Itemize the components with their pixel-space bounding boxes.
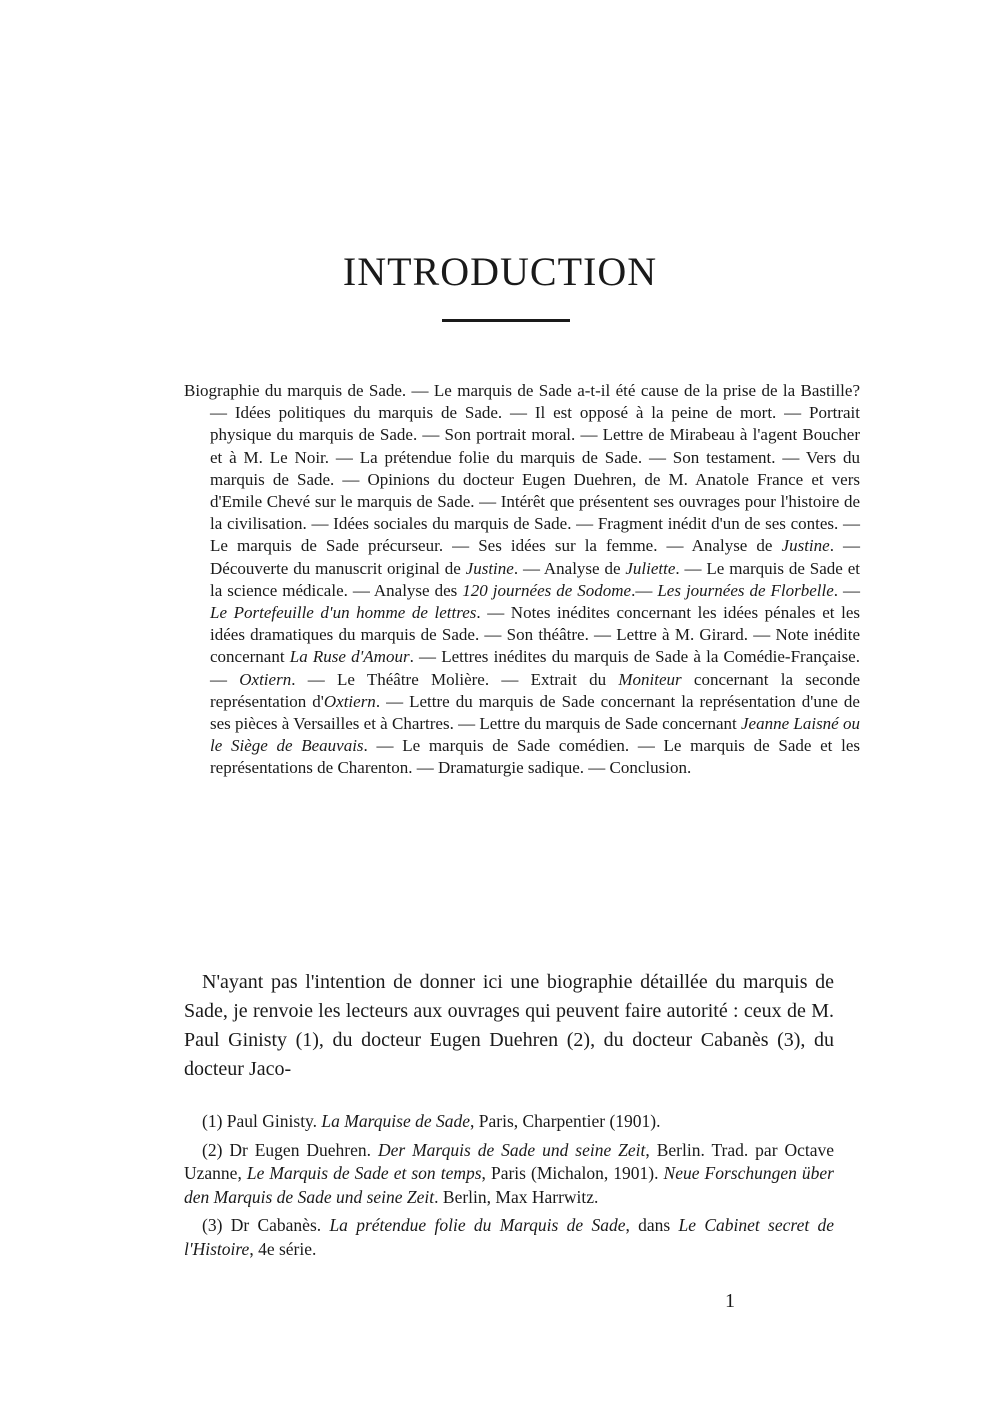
footnote-segment: , dans: [625, 1215, 679, 1235]
footnote-segment: Le Cabinet secret de l'Histoire: [184, 1215, 835, 1259]
footnote-segment: (2) Dr Eugen Duehren.: [202, 1139, 378, 1160]
summary-segment: . — Notes inédites concernant les idées pénales et les idées dramatiques du marquis de Sade. — Son théâtre. — Lettre à M. Girard. — Note inédite concernant: [210, 603, 860, 667]
summary-segment: . — Lettres inédites du marquis de Sade à la Comédie-Française. —: [210, 647, 860, 689]
summary-segment: Biographie du marquis de Sade. — Le marquis de Sade a-t-il été cause de la prise de la Bastille? — Idées politiques du marquis de Sade. — Il est opposé à la peine de mort. — Portrait physique du marquis de Sade. — Son portrait moral. — Lettre de Mirabeau à l'agent Boucher et à M. Le Noir. — La prétendue folie du marquis de Sade. — Son testament. — Vers du marquis de Sade. — Opinions du docteur Eugen Duehren, de M. Anatole France et vers d'Emile Chevé sur le marquis de Sade. — Intérêt que présentent ses ouvrages pour l'histoire de la civilisation. — Idées sociales du marquis de Sade. — Fragment inédit d'un de ses contes. — Le marquis de Sade précurseur. — Ses idées sur la femme. — Analyse de: [184, 381, 860, 556]
footnote-segment: . Berlin, Max Harrwitz.: [434, 1186, 599, 1207]
summary-segment: . — Lettre du marquis de Sade concernant la représentation d'une de ses pièces à Versailles et à Chartres. — Lettre du marquis de Sade concernant: [210, 691, 860, 734]
summary-segment: .—: [631, 580, 658, 600]
summary-segment: . — Le marquis de Sade et la science médicale. — Analyse des: [210, 558, 860, 600]
footnote-segment: (1) Paul Ginisty.: [202, 1111, 322, 1131]
chapter-summary: [184, 380, 860, 780]
summary-segment: La Ruse d'Amour: [289, 647, 410, 667]
summary-segment: concernant la seconde représentation d': [210, 669, 860, 711]
summary-segment: Juliette: [625, 558, 676, 578]
summary-segment: . — Découverte du manuscrit original de: [210, 536, 860, 578]
footnote-segment: La prétendue folie du Marquis de Sade: [329, 1215, 626, 1235]
footnote-1: [184, 1110, 834, 1134]
footnote-2: [184, 1139, 834, 1210]
footnote-3: [184, 1214, 834, 1261]
body-paragraph: N'ayant pas l'intention de donner ici une biographie détaillée du marquis de Sade, je renvoie les lecteurs aux ouvrages qui peuvent faire autorité : ceux de M. Paul Ginisty (1), du docteur Eugen Duehren (2), du docteur Cabanès (3), du docteur Jaco-: [184, 971, 834, 1080]
footnote-segment: La Marquise de Sade: [321, 1111, 470, 1131]
footnote-segment: Le Marquis de Sade et son temps: [246, 1163, 482, 1183]
summary-segment: Justine: [465, 558, 514, 578]
footnote-segment: , Paris (Michalon, 1901).: [481, 1163, 664, 1183]
footnote-segment: Neue Forschungen über den Marquis de Sade und seine Zeit: [184, 1163, 834, 1207]
summary-segment: Moniteur: [618, 669, 682, 689]
summary-segment: . —: [833, 580, 860, 600]
footnote-segment: Der Marquis de Sade und seine Zeit: [377, 1139, 646, 1160]
footnote-segment: (3) Dr Cabanès.: [202, 1215, 330, 1235]
summary-segment: Le Portefeuille d'un homme de lettres: [210, 603, 477, 623]
summary-segment: 120 journées de Sodome: [462, 580, 632, 600]
summary-segment: . — Le Théâtre Molière. — Extrait du: [291, 669, 619, 689]
summary-segment: Oxtiern: [323, 691, 376, 711]
footnotes: [184, 1110, 834, 1266]
footnote-segment: , 4e série.: [249, 1238, 317, 1259]
chapter-title: INTRODUCTION: [342, 249, 658, 294]
footnote-segment: , Paris, Charpentier (1901).: [470, 1111, 661, 1131]
title-rule: [442, 319, 570, 322]
summary-segment: Jeanne Laisné ou le Siège de Beauvais: [210, 714, 860, 756]
summary-segment: Justine: [781, 536, 830, 556]
summary-segment: Les journées de Florbelle: [657, 580, 834, 600]
summary-segment: . — Analyse de: [513, 558, 626, 578]
footnote-segment: , Berlin. Trad. par Octave Uzanne,: [184, 1139, 835, 1183]
summary-segment: . — Le marquis de Sade comédien. — Le marquis de Sade et les représentations de Charenton. — Dramaturgie sadique. — Conclusion.: [210, 736, 860, 778]
summary-segment: Oxtiern: [239, 669, 292, 689]
page-number: 1: [725, 1290, 735, 1312]
